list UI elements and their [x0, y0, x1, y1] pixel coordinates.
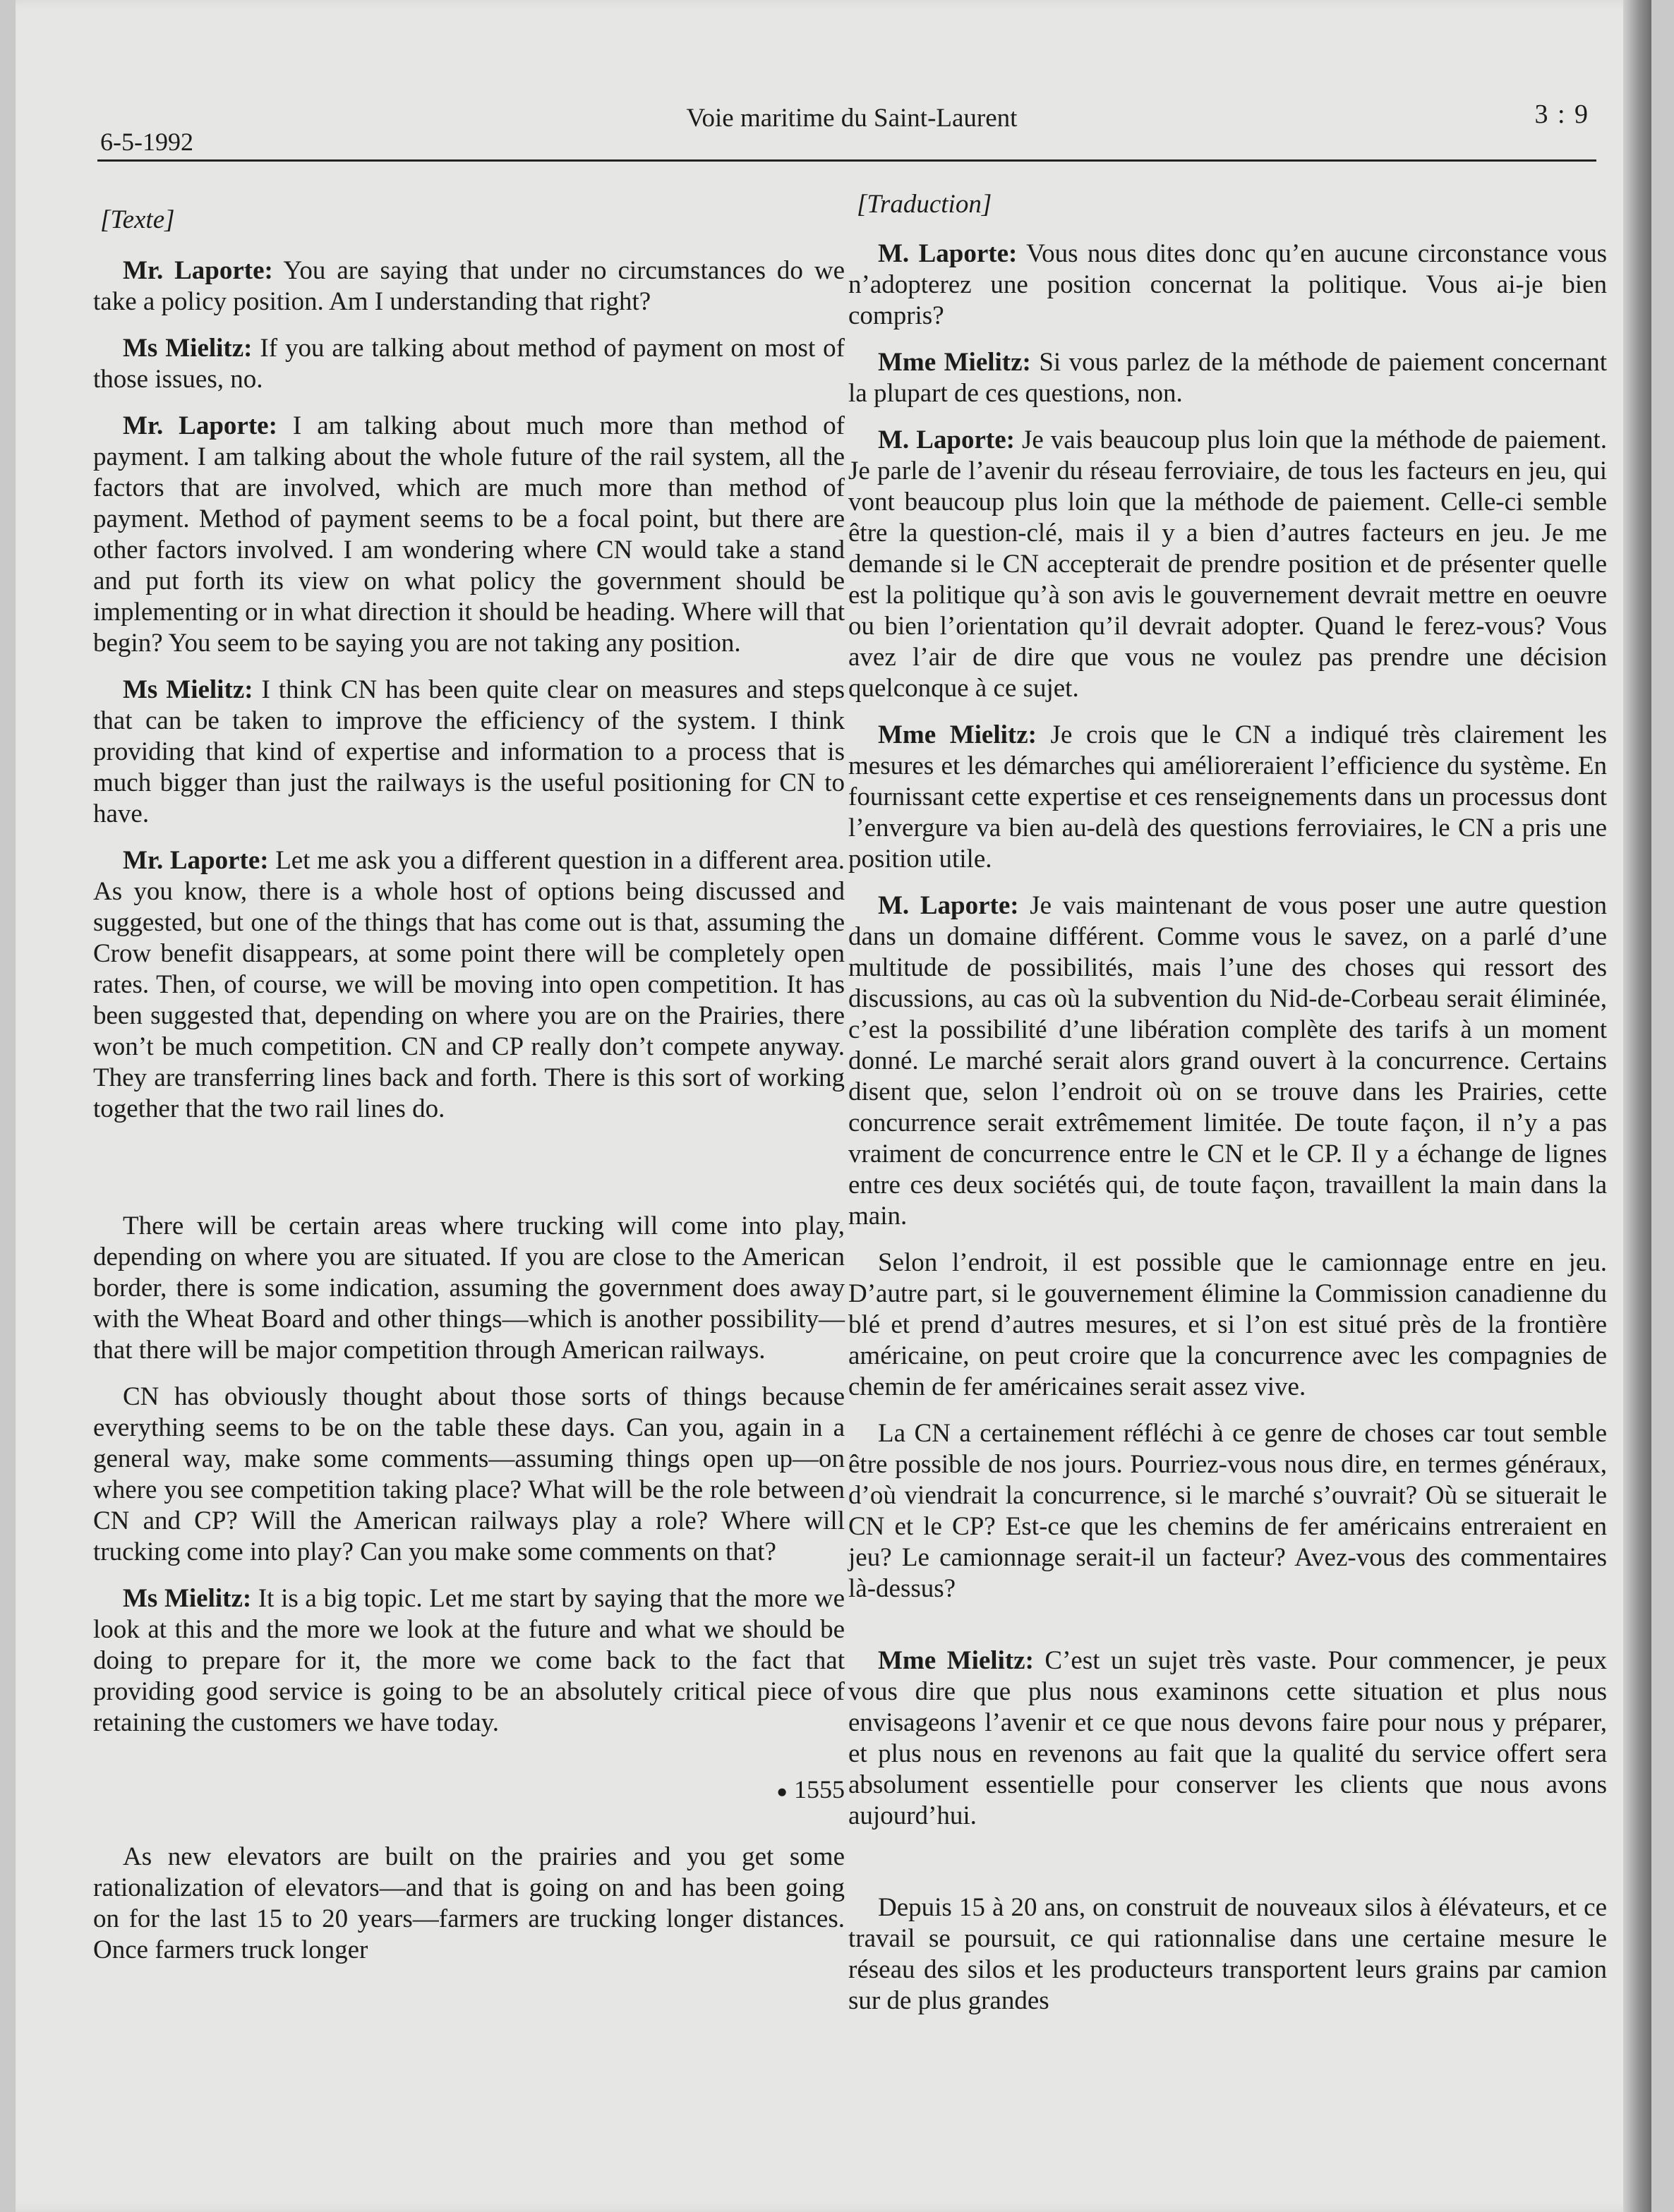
- paragraph: [93, 1583, 845, 1739]
- language-tag: [Traduction]: [857, 190, 992, 219]
- paragraph: [93, 675, 845, 830]
- paragraph: [848, 720, 1607, 875]
- paragraph-text: Depuis 15 à 20 ans, on construit de nouveaux silos à élévateurs, et ce travail se poursuit, ce qui rationnalise dans une certaine mesure le réseau des silos et les producteurs transportent leurs grains par camion sur de plus grandes: [848, 1893, 1607, 2015]
- paragraph-text: Si vous parlez de la méthode de paiement concernant la plupart de ces questions, non.: [848, 348, 1607, 408]
- paragraph-text: If you are talking about method of payment on most of those issues, no.: [93, 334, 845, 394]
- paragraph: [93, 1842, 845, 1966]
- speaker-name: Mme Mielitz:: [878, 720, 1037, 749]
- paragraph-text: La CN a certainement réfléchi à ce genre de choses car tout semble être possible de nos jours. Pourriez-vous nous dire, en termes généraux, d’où viendrait la concurrence, si le marché s’ouvrait? Où se situerait le CN et le CP? Est-ce que les chemins de fer américains entreraient en jeu? Le camionnage serait-il un facteur? Avez-vous des commentaires là-dessus?: [848, 1419, 1607, 1603]
- paragraph-text: As new elevators are built on the prairies and you get some rationalization of elevators—and that is going on and has been going on for the last 15 to 20 years—farmers are trucking longer distances. Once farmers truck longer: [93, 1842, 845, 1964]
- paragraph: [93, 1211, 845, 1366]
- speaker-name: Mr. Laporte:: [123, 411, 277, 440]
- document-page: [16, 0, 1651, 2212]
- paragraph-text: I am talking about much more than method of payment. I am talking about the whole future of the rail system, all the factors that are involved, which are much more than method of payment. Method of payment seems to be a focal point, but there are other factors involved. I am wondering where CN would take a stand and put forth its view on what policy the government should be implementing or in what direction it should be heading. Where will that begin? You seem to be saying you are not taking any position.: [93, 411, 845, 658]
- header-date: 6-5-1992: [100, 128, 193, 156]
- header-title: Voie maritime du Saint-Laurent: [686, 104, 1018, 133]
- speaker-name: Ms Mielitz:: [123, 675, 253, 704]
- page-edge: [1623, 0, 1651, 2212]
- speaker-name: M. Laporte:: [878, 425, 1015, 454]
- speaker-name: Mr. Laporte:: [123, 846, 269, 875]
- marker-number: 1555: [794, 1775, 845, 1803]
- paragraph-text: You are saying that under no circumstances do we take a policy position. Am I understanding that right?: [93, 256, 845, 316]
- paragraph: [848, 425, 1607, 704]
- paragraph-text: Je vais maintenant de vous poser une autre question dans un domaine différent. Comme vous le savez, on a parlé d’une multitude de possibilités, mais l’une des choses qui ressort des discussions, au cas où la subvention du Nid-de-Corbeau serait éliminée, c’est la possibilité d’une libération complète des tarifs à un moment donné. Le marché serait alors grand ouvert à la concurrence. Certains disent que, selon l’endroit où on se trouve dans les Prairies, cette concurrence serait extrêmement limitée. De toute façon, il n’y a pas vraiment de concurrence entre le CN et le CP. Il y a échange de lignes entre ces deux sociétés qui, de toute façon, travaillent la main dans la main.: [848, 891, 1607, 1231]
- left-column: [93, 205, 845, 1981]
- column-gap: [848, 1620, 1607, 1645]
- paragraph-text: I think CN has been quite clear on measures and steps that can be taken to improve the efficiency of the system. I think providing that kind of expertise and information to a process that is much bigger than just the railways is the useful positioning for CN to have.: [93, 675, 845, 828]
- paragraph-text: Let me ask you a different question in a different area. As you know, there is a whole host of options being discussed and suggested, but one of the things that has come out is that, assuming the Crow benefit disappears, at some point there will be completely open rates. Then, of course, we will be moving into open competition. It has been suggested that, depending on where you are on the Prairies, there won’t be much competition. CN and CP really don’t compete anyway. They are transferring lines back and forth. There is this sort of working together that the two rail lines do.: [93, 846, 845, 1123]
- paragraph: [848, 238, 1607, 332]
- speaker-name: Mme Mielitz:: [878, 1646, 1034, 1675]
- speaker-name: M. Laporte:: [878, 891, 1019, 920]
- language-tag: [Texte]: [100, 205, 175, 234]
- page-number: 3 : 9: [1534, 99, 1589, 129]
- paragraph: [848, 1247, 1607, 1403]
- bullet-icon: ●: [776, 1781, 788, 1802]
- paragraph-text: There will be certain areas where trucking will come into play, depending on where you are situated. If you are close to the American border, there is some indication, assuming the government does away with the Wheat Board and other things—which is another possibility—that there will be major competition through American railways.: [93, 1211, 845, 1365]
- page-header: [86, 99, 1618, 169]
- column-gap: [848, 1847, 1607, 1892]
- column-gap: [93, 1140, 845, 1211]
- paragraph-text: C’est un sujet très vaste. Pour commencer, je peux vous dire que plus nous examinons cette situation et plus nous envisageons l’avenir et ce que nous devons faire pour nous y préparer, et plus nous en revenons au fait que la qualité du service offert sera absolument essentielle pour conserver les clients que nous avons aujourd’hui.: [848, 1646, 1607, 1830]
- paragraph: [93, 255, 845, 318]
- paragraph: [848, 347, 1607, 409]
- speaker-name: Ms Mielitz:: [123, 1584, 252, 1613]
- paragraph-text: CN has obviously thought about those sorts of things because everything seems to be on the table these days. Can you, again in a general way, make some comments—assuming things open up—on where you see competition taking place? What will be the role between CN and CP? Will the American railways play a role? Where will trucking come into play? Can you make some comments on that?: [93, 1382, 845, 1566]
- paragraph-text: It is a big topic. Let me start by saying that the more we look at this and the more we look at the future and what we should be doing to prepare for it, the more we come back to the fact that providing good service is going to be an absolutely critical piece of retaining the customers we have today.: [93, 1584, 845, 1737]
- speaker-name: Ms Mielitz:: [123, 334, 253, 363]
- paragraph: [848, 890, 1607, 1232]
- paragraph-text: Je crois que le CN a indiqué très clairement les mesures et les démarches qui amélioreraient l’efficience du système. En fournissant cette expertise et ces renseignements dans un processus dont l’envergure va bien au-delà des questions ferroviaires, le CN a pris une position utile.: [848, 720, 1607, 874]
- speaker-name: Mr. Laporte:: [123, 256, 273, 285]
- paragraph-text: Je vais beaucoup plus loin que la méthode de paiement. Je parle de l’avenir du réseau ferroviaire, de tous les facteurs en jeu, qui vont beaucoup plus loin que la méthode de paiement. Celle-ci semble être la question-clé, mais il y a bien d’autres facteurs en jeu. Je me demande si le CN accepterait de prendre position et de présenter quelle est la politique qu’à son avis le gouvernement devrait mettre en oeuvre ou bien l’orientation qu’il devrait adopter. Quand le ferez-vous? Vous avez l’air de dire que vous ne voulez pas prendre une décision quelconque à ce sujet.: [848, 425, 1607, 703]
- paragraph: [848, 1892, 1607, 2017]
- paragraph: [93, 1382, 845, 1568]
- paragraph: [848, 1645, 1607, 1832]
- paragraph-text: Vous nous dites donc qu’en aucune circonstance vous n’adopterez une position concernat la politique. Vous ai-je bien compris?: [848, 239, 1608, 330]
- speaker-name: M. Laporte:: [878, 239, 1018, 268]
- paragraph: [93, 333, 845, 395]
- header-rule: [97, 159, 1596, 162]
- page-marker: [93, 1774, 845, 1808]
- paragraph: [93, 411, 845, 659]
- paragraph-text: Selon l’endroit, il est possible que le camionnage entre en jeu. D’autre part, si le gouvernement élimine la Commission canadienne du blé et prend d’autres mesures, et si l’on est situé près de la frontière américaine, on peut croire que la concurrence avec les compagnies de chemin de fer américaines serait assez vive.: [848, 1248, 1607, 1401]
- speaker-name: Mme Mielitz:: [878, 348, 1031, 377]
- right-column: [848, 189, 1607, 2032]
- paragraph: [848, 1418, 1607, 1604]
- paragraph: [93, 845, 845, 1125]
